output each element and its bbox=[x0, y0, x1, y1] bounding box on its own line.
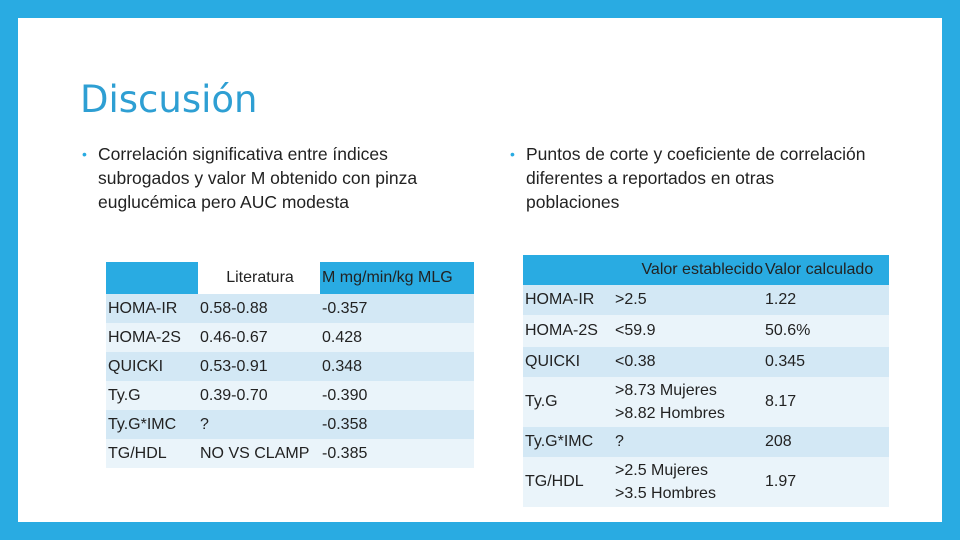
table-cell: ? bbox=[200, 415, 209, 433]
table-cell: 0.345 bbox=[765, 353, 806, 370]
table-cell: 8.17 bbox=[765, 393, 797, 410]
table-cell: 0.46-0.67 bbox=[200, 328, 268, 346]
table-cell: Ty.G bbox=[108, 386, 141, 404]
table-row bbox=[523, 457, 889, 507]
table-cell: 208 bbox=[765, 433, 792, 450]
table-cell: HOMA-2S bbox=[525, 322, 598, 339]
bullet-right bbox=[510, 142, 866, 214]
bullet-left bbox=[82, 142, 458, 214]
table-row bbox=[106, 323, 474, 352]
table-cell: 50.6% bbox=[765, 322, 811, 339]
table-cell: -0.357 bbox=[322, 299, 368, 317]
table-cell: >2.5 Mujeres >3.5 Hombres bbox=[615, 462, 716, 502]
bullet-right-text: Puntos de corte y coeficiente de correlación diferentes a reportados en otras poblaciones bbox=[526, 144, 866, 212]
table-row bbox=[106, 381, 474, 410]
table-cell: Ty.G*IMC bbox=[108, 415, 177, 433]
table-cell: 1.22 bbox=[765, 291, 797, 308]
table-row bbox=[523, 347, 889, 377]
table-row bbox=[523, 427, 889, 457]
table-cell: 0.58-0.88 bbox=[200, 299, 268, 317]
table-header-cell: Valor calculado bbox=[763, 255, 889, 285]
table-cell: -0.390 bbox=[322, 386, 368, 404]
table-row bbox=[523, 315, 889, 347]
cutoff-table bbox=[523, 255, 889, 507]
table-cell: HOMA-2S bbox=[108, 328, 181, 346]
table-cell: QUICKI bbox=[108, 357, 164, 375]
table-cell: 0.39-0.70 bbox=[200, 386, 268, 404]
table-cell: Ty.G bbox=[525, 393, 558, 410]
bullet-icon: • bbox=[510, 146, 515, 162]
table-cell: ? bbox=[615, 433, 624, 450]
table-row bbox=[106, 352, 474, 381]
table-cell: Ty.G*IMC bbox=[525, 433, 594, 450]
correlation-table bbox=[106, 262, 474, 468]
table-header-cell: M mg/min/kg MLG bbox=[320, 262, 474, 294]
table-cell: HOMA-IR bbox=[108, 299, 178, 317]
table-cell: 1.97 bbox=[765, 473, 797, 490]
table-row bbox=[106, 410, 474, 439]
table-cell: 0.53-0.91 bbox=[200, 357, 268, 375]
table-header-cell: Literatura bbox=[198, 262, 320, 294]
table-cell: >2.5 bbox=[615, 291, 647, 308]
table-cell: -0.358 bbox=[322, 415, 368, 433]
table-cell: 0.348 bbox=[322, 357, 363, 375]
table-cell: <0.38 bbox=[615, 353, 656, 370]
table-cell: <59.9 bbox=[615, 322, 656, 339]
table-row bbox=[106, 439, 474, 468]
table-cell: TG/HDL bbox=[108, 444, 167, 462]
table-header-cell bbox=[106, 262, 198, 294]
table-cell: -0.385 bbox=[322, 444, 368, 462]
table-cell: HOMA-IR bbox=[525, 291, 595, 308]
table-header-cell: Valor establecido bbox=[613, 255, 763, 285]
bullet-icon: • bbox=[82, 146, 87, 162]
table-cell: TG/HDL bbox=[525, 473, 584, 490]
table-cell: QUICKI bbox=[525, 353, 581, 370]
table-row bbox=[523, 285, 889, 315]
table-cell: NO VS CLAMP bbox=[200, 444, 310, 462]
table-cell: >8.73 Mujeres >8.82 Hombres bbox=[615, 382, 725, 422]
table-cell: 0.428 bbox=[322, 328, 363, 346]
table-row bbox=[106, 294, 474, 323]
table-row bbox=[523, 377, 889, 427]
bullet-left-text: Correlación significativa entre índices subrogados y valor M obtenido con pinza euglucémica pero AUC modesta bbox=[98, 144, 418, 212]
table-header-cell bbox=[523, 255, 613, 285]
slide-title: Discusión bbox=[80, 78, 258, 121]
